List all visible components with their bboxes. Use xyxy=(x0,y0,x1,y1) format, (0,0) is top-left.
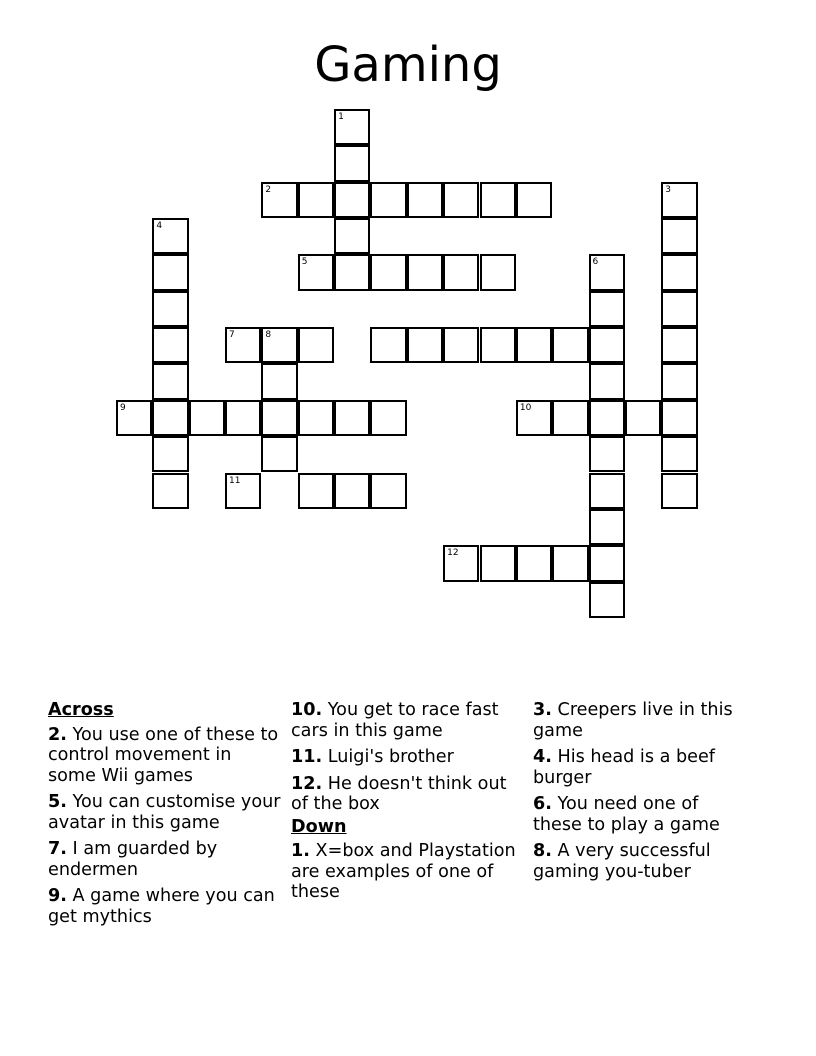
clue-text: Luigi's brother xyxy=(327,747,454,767)
clue-text: His head is a beef burger xyxy=(533,747,715,788)
clues-column-2 xyxy=(291,700,519,909)
grid-cell[interactable] xyxy=(261,327,297,363)
clue-text: You get to race fast cars in this game xyxy=(291,700,499,741)
grid-cell[interactable] xyxy=(152,291,188,327)
grid-cell[interactable] xyxy=(261,363,297,399)
clue-across-7 xyxy=(48,839,284,880)
grid-cell[interactable] xyxy=(661,473,697,509)
grid-cell[interactable] xyxy=(661,291,697,327)
clues-column-1 xyxy=(48,700,284,933)
grid-cell[interactable] xyxy=(589,254,625,290)
grid-cell[interactable] xyxy=(225,400,261,436)
grid-cell[interactable] xyxy=(370,400,406,436)
cell-number: 4 xyxy=(156,221,163,232)
grid-cell[interactable] xyxy=(480,545,516,581)
clue-text: You can customise your avatar in this game xyxy=(48,792,281,833)
grid-cell[interactable] xyxy=(625,400,661,436)
grid-cell[interactable] xyxy=(661,436,697,472)
clue-text: You need one of these to play a game xyxy=(533,794,720,835)
clue-number: 4. xyxy=(533,747,552,767)
grid-cell[interactable] xyxy=(516,400,552,436)
cell-number: 12 xyxy=(447,548,459,559)
clue-across-12 xyxy=(291,774,519,815)
grid-cell[interactable] xyxy=(516,182,552,218)
grid-cell[interactable] xyxy=(589,436,625,472)
clue-text: A very successful gaming you-tuber xyxy=(533,841,711,882)
clue-number: 6. xyxy=(533,794,552,814)
grid-cell[interactable] xyxy=(116,400,152,436)
grid-cell[interactable] xyxy=(152,327,188,363)
grid-cell[interactable] xyxy=(589,327,625,363)
grid-cell[interactable] xyxy=(152,254,188,290)
clue-text: He doesn't think out of the box xyxy=(291,773,507,814)
grid-cell[interactable] xyxy=(370,254,406,290)
grid-cell[interactable] xyxy=(298,473,334,509)
clue-text: X=box and Playstation are examples of one of these xyxy=(291,841,516,902)
grid-cell[interactable] xyxy=(589,545,625,581)
clue-number: 12. xyxy=(291,773,323,794)
across-header: Across xyxy=(48,700,114,720)
grid-cell[interactable] xyxy=(480,254,516,290)
grid-cell[interactable] xyxy=(589,509,625,545)
cell-number: 2 xyxy=(265,184,272,195)
clue-number: 5. xyxy=(48,792,67,812)
grid-cell[interactable] xyxy=(661,327,697,363)
grid-cell[interactable] xyxy=(407,254,443,290)
grid-cell[interactable] xyxy=(661,182,697,218)
cell-number: 11 xyxy=(229,475,241,486)
clue-number: 3. xyxy=(533,700,552,720)
grid-cell[interactable] xyxy=(661,400,697,436)
clue-across-5 xyxy=(48,792,284,833)
clue-number: 9. xyxy=(48,886,67,906)
clue-number: 8. xyxy=(533,841,552,861)
grid-cell[interactable] xyxy=(443,182,479,218)
grid-cell[interactable] xyxy=(370,182,406,218)
grid-cell[interactable] xyxy=(334,109,370,145)
clue-number: 7. xyxy=(48,839,67,859)
grid-cell[interactable] xyxy=(589,473,625,509)
grid-cell[interactable] xyxy=(661,254,697,290)
grid-cell[interactable] xyxy=(443,545,479,581)
grid-cell[interactable] xyxy=(298,327,334,363)
grid-cell[interactable] xyxy=(661,218,697,254)
grid-cell[interactable] xyxy=(334,400,370,436)
grid-cell[interactable] xyxy=(334,254,370,290)
grid-cell[interactable] xyxy=(516,327,552,363)
grid-cell[interactable] xyxy=(370,473,406,509)
grid-cell[interactable] xyxy=(298,254,334,290)
grid-cell[interactable] xyxy=(589,400,625,436)
grid-cell[interactable] xyxy=(552,327,588,363)
grid-cell[interactable] xyxy=(261,436,297,472)
grid-cell[interactable] xyxy=(152,436,188,472)
clue-across-10 xyxy=(291,700,519,741)
cell-number: 8 xyxy=(265,330,272,341)
grid-cell[interactable] xyxy=(589,582,625,618)
grid-cell[interactable] xyxy=(261,400,297,436)
grid-cell[interactable] xyxy=(334,182,370,218)
grid-cell[interactable] xyxy=(661,363,697,399)
grid-cell[interactable] xyxy=(225,473,261,509)
down-header: Down xyxy=(291,816,347,837)
cell-number: 3 xyxy=(665,184,671,195)
cell-number: 1 xyxy=(338,112,344,122)
grid-cell[interactable] xyxy=(298,400,334,436)
grid-cell[interactable] xyxy=(407,182,443,218)
grid-cell[interactable] xyxy=(261,182,297,218)
clue-down-8 xyxy=(533,841,743,882)
grid-cell[interactable] xyxy=(225,327,261,363)
cell-number: 5 xyxy=(301,257,308,268)
puzzle-title: Gaming xyxy=(314,37,502,93)
clue-down-3 xyxy=(533,700,743,741)
grid-cell[interactable] xyxy=(552,545,588,581)
cell-number: 10 xyxy=(519,402,532,413)
clue-down-1 xyxy=(291,841,519,903)
clues-column-3 xyxy=(533,700,743,888)
clue-text: A game where you can get mythics xyxy=(48,886,275,927)
grid-cell[interactable] xyxy=(480,182,516,218)
grid-cell[interactable] xyxy=(152,473,188,509)
grid-cell[interactable] xyxy=(334,473,370,509)
grid-cell[interactable] xyxy=(480,327,516,363)
clue-text: Creepers live in this game xyxy=(533,700,733,741)
grid-cell[interactable] xyxy=(334,218,370,254)
grid-cell[interactable] xyxy=(516,545,552,581)
clue-number: 2. xyxy=(48,724,67,745)
grid-cell[interactable] xyxy=(298,182,334,218)
cell-number: 6 xyxy=(592,257,599,268)
grid-cell[interactable] xyxy=(152,400,188,436)
clue-number: 10. xyxy=(291,700,323,720)
grid-cell[interactable] xyxy=(334,145,370,181)
clue-across-9 xyxy=(48,886,284,927)
grid-cell[interactable] xyxy=(589,363,625,399)
cell-number: 7 xyxy=(229,330,235,341)
clue-down-6 xyxy=(533,794,743,835)
grid-cell[interactable] xyxy=(189,400,225,436)
grid-cell[interactable] xyxy=(407,327,443,363)
grid-cell[interactable] xyxy=(443,327,479,363)
grid-cell[interactable] xyxy=(152,218,188,254)
clue-text: I am guarded by endermen xyxy=(48,839,218,880)
grid-cell[interactable] xyxy=(152,363,188,399)
clue-across-2 xyxy=(48,725,284,787)
clue-across-11 xyxy=(291,747,519,768)
cell-number: 9 xyxy=(120,402,126,413)
grid-cell[interactable] xyxy=(443,254,479,290)
grid-cell[interactable] xyxy=(370,327,406,363)
clue-down-4 xyxy=(533,747,743,788)
grid-cell[interactable] xyxy=(589,291,625,327)
clue-number: 11. xyxy=(291,747,323,767)
clue-number: 1. xyxy=(291,841,310,861)
clue-text: You use one of these to control movement in some Wii games xyxy=(48,724,279,786)
grid-cell[interactable] xyxy=(552,400,588,436)
